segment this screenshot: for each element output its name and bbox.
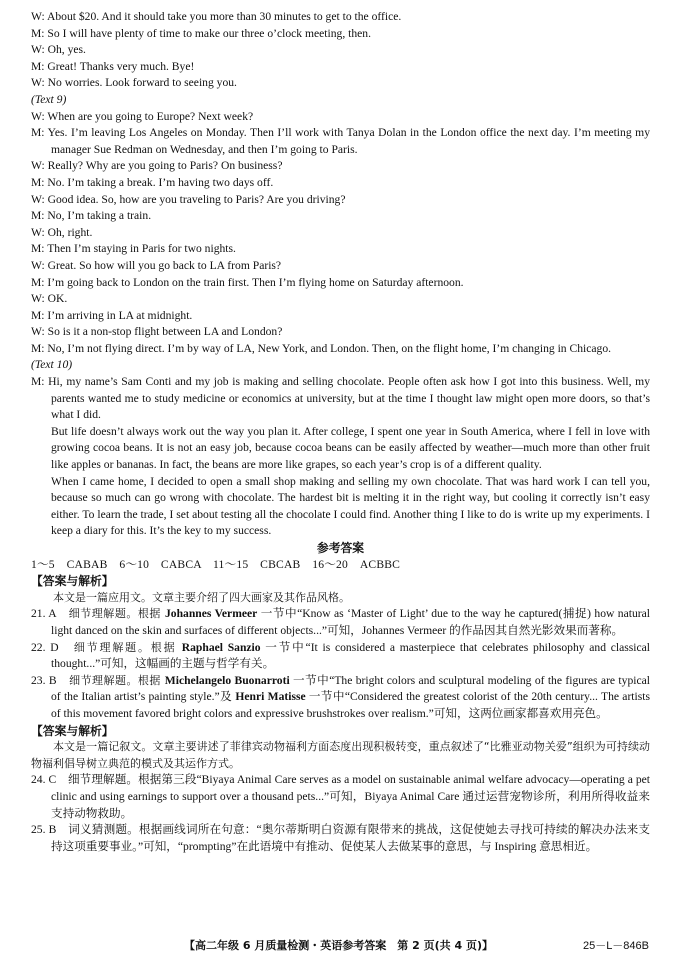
answer-key-title: 参考答案: [316, 541, 365, 555]
analysis-item-21: [31, 606, 650, 639]
item-name: Henri Matisse: [235, 690, 306, 704]
dialogue-line: W: About $20. And it should take you more than 30 minutes to get to the office.: [31, 10, 402, 23]
dialogue-line: M: No. I’m taking a break. I’m having two days off.: [31, 175, 274, 189]
item-text: 一节中“The bright colors and sculptural modeling of the figures are typical of the Italian artist’s painting style.”及: [51, 673, 650, 704]
item-text: 一节中“It is considered a masterpiece that celebrates philosophy and classical thought...”可知，这幅画的主题与哲学有关。: [51, 640, 651, 671]
analysis-item-24: [31, 772, 650, 822]
dialogue-line: W: Good idea. So, how are you traveling to Paris? Are you driving?: [31, 192, 346, 206]
dialogue-line: M: No, I’m taking a train.: [31, 209, 152, 223]
monologue-paragraph: When I came home, I decided to open a small shop making and selling my own chocolate. That was hard work I can tell you, because so much can go wrong with chocolate. The hardest bit is melting it in the right way, but cooling it correctly isn’t easy either. To learn the trade, I set about testing all the chocolate I could find. Another thing I like to do is write up my experiments. I keep a diary for this. It’s the key to my success.: [51, 474, 650, 538]
monologue-paragraph: But life doesn’t always work out the way you plan it. After college, I spent one year in South America, where I fell in love with growing cocoa beans. It is not an easy job, because cocoa beans can be easily affected by weather—much more than other fruit like apples or bananas. In fact, the beans are more like grapes, so each year’s crop is of a different quality.: [51, 424, 650, 472]
dialogue-line: W: OK.: [31, 292, 68, 306]
footer-title: 【高二年级 6 月质量检测・英语参考答案 第 2 页(共 4 页)】: [184, 939, 493, 952]
text10-label: (Text 10): [31, 358, 73, 372]
item-number: 22. D: [31, 640, 59, 654]
item-number: 25. B: [31, 823, 57, 837]
dialogue-line: M: I’m going back to London on the train first. Then I’m flying home on Saturday afternoon.: [31, 275, 464, 289]
item-name: Michelangelo Buonarroti: [164, 673, 290, 687]
dialogue-line: M: Yes. I’m leaving Los Angeles on Monday. Then I’ll work with Tanya Dolan in the London office the next day. I’m meeting my manager Sue Redman on Wednesday, and then I’m going to Paris.: [31, 126, 650, 156]
dialogue-line: W: Really? Why are you going to Paris? On business?: [31, 159, 283, 173]
item-text: 细节理解题。根据: [68, 607, 165, 621]
dialogue-line: M: Great! Thanks very much. Bye!: [31, 59, 195, 73]
text9-dialogue: [31, 109, 650, 358]
dialogue-line: M: Then I’m staying in Paris for two nights.: [31, 242, 236, 256]
dialogue-line: M: So I will have plenty of time to make our three o’clock meeting, then.: [31, 26, 371, 40]
dialogue-line: M: I’m arriving in LA at midnight.: [31, 308, 193, 322]
item-text: 细节理解题。根据: [73, 640, 182, 654]
item-text: 一节中“Know as ‘Master of Light’ due to the way he captured(捕捉) how natural light danced on the skin and surfaces of different objects...”可知，Johannes Vermeer 的作品因其自然光影效果而著称。: [51, 607, 650, 637]
analysis-intro: 本文是一篇记叙文。文章主要讲述了菲律宾动物福利方面态度出现积极转变，重点叙述了“比雅亚动物关爱”组织为可持续动物福利倡导树立典范的模式及其运作方式。: [31, 740, 650, 770]
item-number: 24. C: [31, 773, 57, 787]
page-content: [31, 9, 650, 855]
monologue-paragraph: M: Hi, my name’s Sam Conti and my job is making and selling chocolate. People often ask how I got into this business. Well, my parents wanted me to study medicine or economics at university, but at the time I thought law might open more doors, so that’s what I did.: [31, 375, 650, 422]
analysis-intro: 本文是一篇应用文。文章主要介绍了四大画家及其作品风格。: [53, 590, 350, 604]
item-text: 细节理解题。根据第三段“Biyaya Animal Care serves as a model on sustainable animal welfare advocacy—operating a pet clinic and using earnings to support over a thousand pets...”可知，Biyaya Animal Care 通过运营宠物诊所，利用所得收益来支持动物救助。: [51, 773, 650, 820]
dialogue-line: W: When are you going to Europe? Next week?: [31, 109, 254, 123]
item-text: 一节中“Considered the greatest colorist of the 20th century... The artists of this movement favored bright colors and expressive brushstrokes over realism.”可知，这两位画家都喜欢用亮色。: [51, 690, 650, 720]
footer-code: 25－L－846B: [582, 940, 649, 952]
dialogue-line: W: So is it a non-stop flight between LA and London?: [31, 325, 283, 339]
item-number: 23. B: [31, 673, 57, 687]
analysis-item-22: [31, 640, 650, 673]
item-name: Johannes Vermeer: [164, 607, 258, 621]
item-name: Raphael Sanzio: [181, 640, 261, 654]
dialogue-line: M: No, I’m not flying direct. I’m by way of LA, New York, and London. Then, on the flight home, I’m changing in Chicago.: [31, 341, 612, 355]
dialogue-line: W: Oh, yes.: [31, 43, 86, 57]
dialogue-line: W: Great. So how will you go back to LA from Paris?: [31, 258, 282, 272]
text9-label: (Text 9): [31, 92, 67, 106]
analysis-header: 【答案与解析】: [31, 723, 114, 738]
item-text: 细节理解题。根据: [69, 673, 165, 687]
item-text: 词义猜测题。根据画线词所在句意：“奥尔蒂斯明白资源有限带来的挑战，这促使她去寻找可持续的解决办法来支持这项重要事业。”可知，“prompting”在此语境中有推动、促使某人去做某事的意思，与 Inspiring 意思相近。: [51, 823, 651, 853]
item-number: 21. A: [31, 607, 57, 621]
text8-dialogue-end: [31, 9, 650, 92]
analysis-item-25: [31, 822, 650, 855]
analysis-item-23: [31, 673, 650, 723]
text10-monologue: [31, 374, 650, 540]
answer-key-line: 1～5 CABAB 6～10 CABCA 11～15 CBCAB 16～20 ACBBC: [31, 557, 401, 571]
page-footer: [0, 938, 677, 956]
dialogue-line: W: Oh, right.: [31, 225, 93, 239]
dialogue-line: W: No worries. Look forward to seeing you.: [31, 76, 237, 90]
analysis-header: 【答案与解析】: [31, 574, 114, 589]
